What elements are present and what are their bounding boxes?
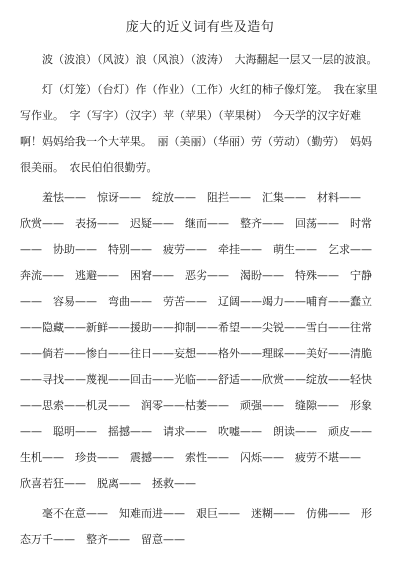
- paragraph-wave-example: 波（波浪）（风波）浪（风浪）（波涛） 大海翻起一层又一层的波浪。: [20, 53, 378, 66]
- paragraph-synonym-list-end: 毫不在意—— 知难而进—— 艰巨—— 迷糊—— 仿佛—— 形态万千—— 整齐—— 留意——: [20, 507, 372, 546]
- paragraph-synonym-list: 羞怯—— 惊讶—— 绽放—— 阻拦—— 汇集—— 材料—— 欣赏—— 表扬—— 迟疑—— 继而—— 整齐—— 回荡—— 时常—— 协助—— 特别—— 疲劳—— 牵挂—— 萌生—— 乞求—— 奔流—— 逃避—— 困窘—— 恶劣—— 渴盼—— 特殊—— 宁静—— 容易—— 弯曲—— 劳苦—— 辽阔——竭力——哺育——蠢立——隐藏——新鲜——援助——抑制——希望——尖锐——雪白——往常——倘若——惨白——往日——妄想——格外——理睬——美好——清脆——寻找——蔑视——回击——光临——舒适——欣赏——绽放——轻快——思索——机灵—— 润零——枯萎—— 顽强—— 缝隙—— 形象—— 聪明—— 摇撼—— 请求—— 吹嘘—— 朗读—— 顽皮—— 生机—— 珍贵—— 震撼—— 索性—— 闪烁—— 疲劳不堪—— 欣喜若狂—— 脱离—— 拯救——: [20, 191, 383, 490]
- document-title: 庞大的近义词有些及造句: [125, 20, 275, 35]
- paragraph-lantern-examples: 灯（灯笼）（台灯）作（作业）（工作）火红的柿子像灯笼。 我在家里写作业。 字（写字）（汉字）苹（苹果）（苹果树） 今天学的汉字好难啊！妈妈给我一个大苹果。 丽（美丽）（华丽）劳（劳动）（勤劳） 妈妈很美丽。 农民伯伯很勤劳。: [20, 83, 378, 174]
